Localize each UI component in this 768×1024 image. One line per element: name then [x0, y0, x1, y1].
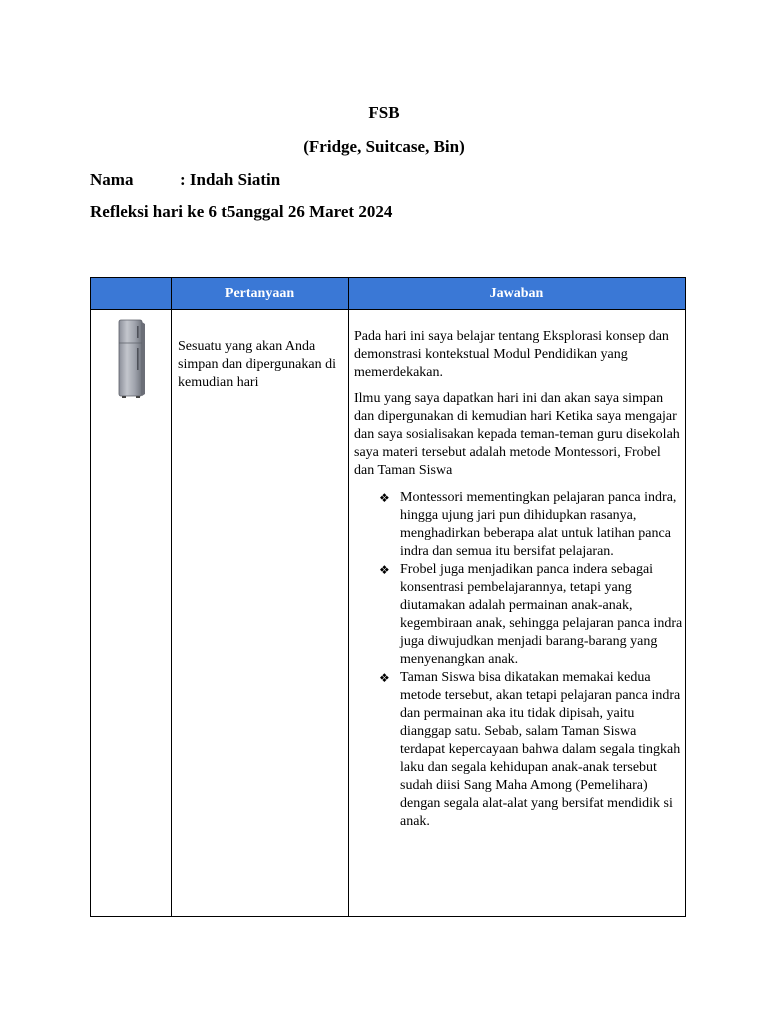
answer-paragraph: Ilmu yang saya dapatkan hari ini dan akan saya simpan dan dipergunakan di kemudian hari Ketika saya mengajar dan saya sosialisakan kepada teman-teman guru disekolah saya materi tersebut adalah metode Montessori, Frobel dan Taman Siswa: [354, 391, 680, 478]
list-item-text: Taman Siswa bisa dikatakan memakai kedua metode tersebut, akan tetapi pelajaran panca indra dan permainan aka itu tidak dipisah, yaitu dianggap satu. Sebab, salam Taman Siswa terdapat kepercayaan bahwa dalam segala tingkah laku dan segala kehidupan anak-anak tersebut sudah diisi Sang Maha Among (Pemelihara) dengan segala alat-alat yang bersifat mendidik si anak.: [400, 670, 681, 829]
table-column-divider: [348, 278, 349, 916]
name-line: [90, 170, 280, 190]
name-label: Nama: [90, 170, 134, 189]
list-item: [379, 669, 684, 831]
document-subtitle: (Fridge, Suitcase, Bin): [303, 137, 465, 156]
table-column-divider: [171, 278, 172, 916]
list-item: [379, 561, 684, 669]
table-header-answer: Jawaban: [348, 278, 685, 309]
reflection-date-line: Refleksi hari ke 6 t5anggal 26 Maret 2024: [90, 202, 393, 221]
name-value: : Indah Siatin: [180, 170, 281, 189]
answer-cell: [354, 328, 684, 831]
answer-paragraph: Pada hari ini saya belajar tentang Eksplorasi konsep dan demonstrasi kontekstual Modul Pendidikan yang memerdekakan.: [354, 329, 669, 380]
question-cell: Sesuatu yang akan Anda simpan dan dipergunakan di kemudian hari: [178, 339, 336, 390]
table-header-divider: [91, 309, 685, 310]
diamond-bullet-icon: ❖: [379, 563, 390, 577]
list-item: [379, 489, 684, 561]
list-item-text: Montessori mementingkan pelajaran panca indra, hingga ujung jari pun dihidupkan rasanya, menghadirkan beberapa alat untuk latihan panca indra dan semua itu bersifat pelajaran.: [400, 490, 677, 559]
table-header-question: Pertanyaan: [171, 278, 348, 309]
method-list: [354, 489, 684, 831]
reflection-table: [90, 277, 686, 917]
diamond-bullet-icon: ❖: [379, 491, 390, 505]
fridge-image: [116, 319, 146, 399]
table-header-image-column: [91, 278, 171, 309]
list-item-text: Frobel juga menjadikan panca indera sebagai konsentrasi pembelajarannya, tetapi yang diutamakan adalah permainan anak-anak, kegembiraan anak, sehingga pelajaran panca indra juga diwujudkan menjadi barang-barang yang menyenangkan anak.: [400, 562, 683, 667]
document-title: FSB: [368, 103, 400, 122]
diamond-bullet-icon: ❖: [379, 671, 390, 685]
